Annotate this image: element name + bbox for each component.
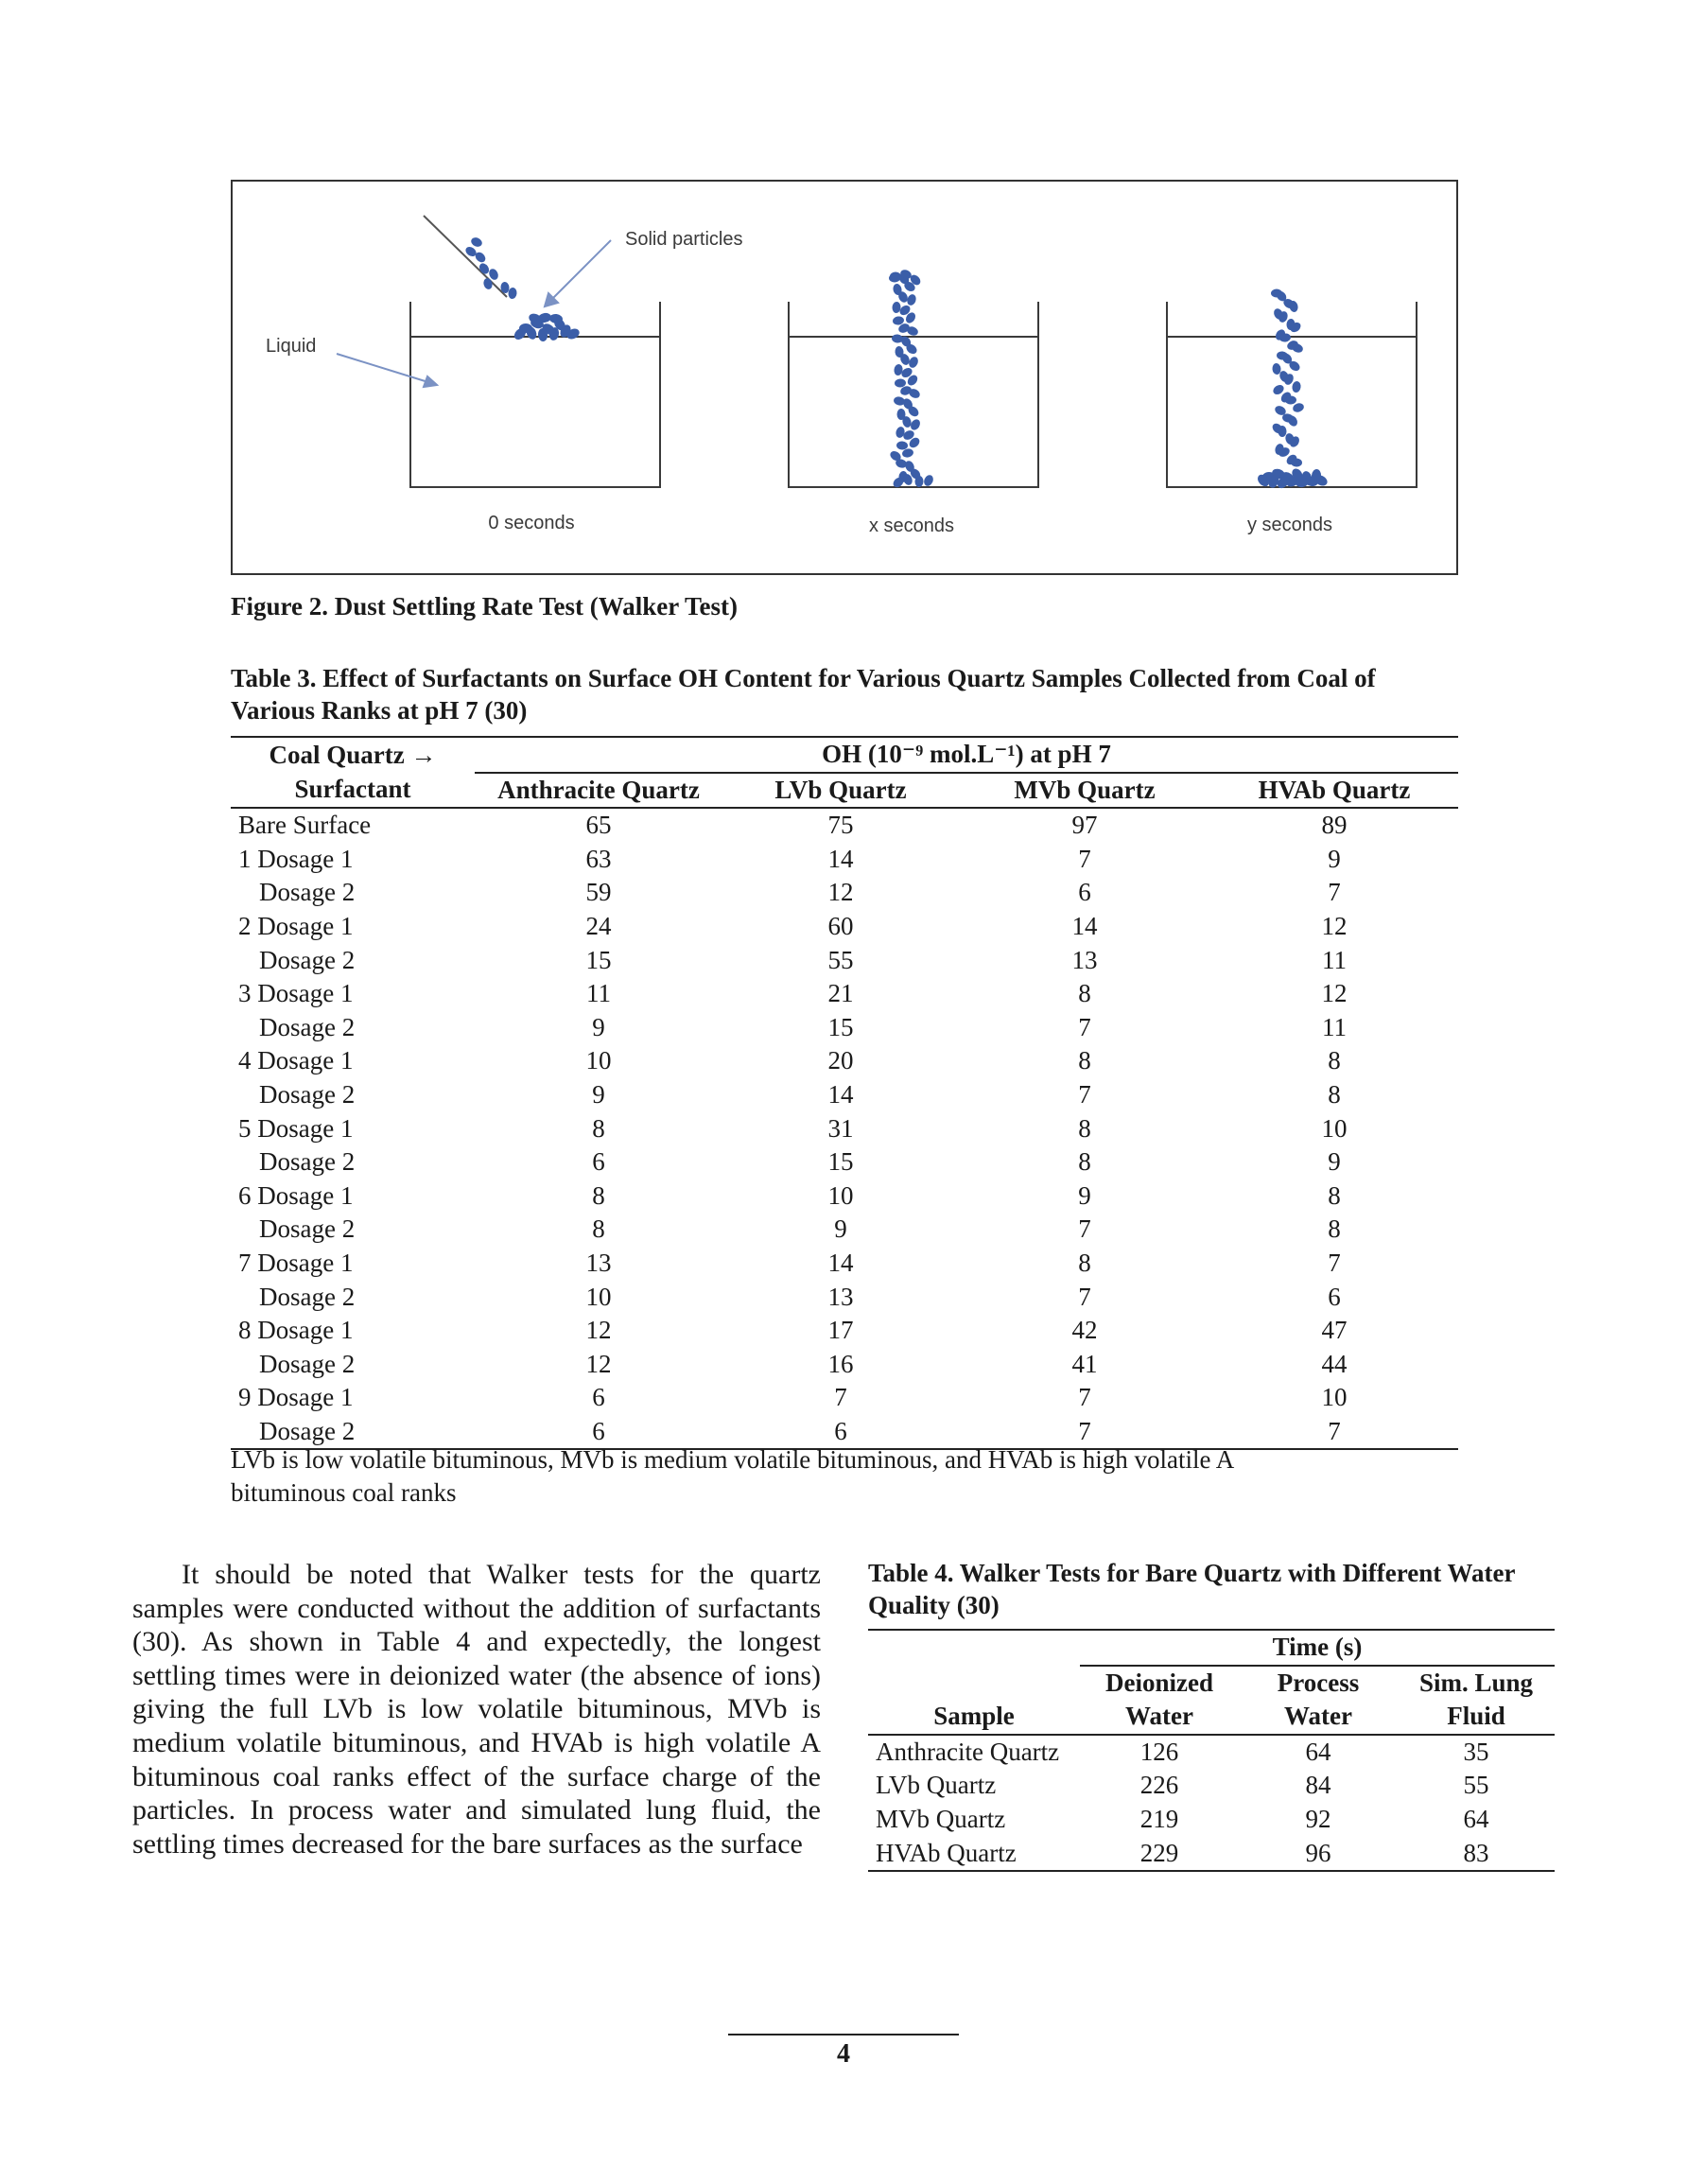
table3-group-header: OH (10⁻⁹ mol.L⁻¹) at pH 7	[475, 737, 1458, 773]
table-cell: 8	[1078, 1113, 1091, 1143]
table-cell: 15	[827, 1147, 854, 1177]
settling-particles-y	[1256, 289, 1330, 491]
row-label: HVAb Quartz	[876, 1838, 1017, 1867]
table-row	[231, 1213, 1458, 1247]
table3-corner-bottom: Surfactant	[231, 773, 475, 809]
table4-sample-header: Sample	[868, 1700, 1080, 1735]
table-cell: 13	[827, 1282, 854, 1311]
row-label: LVb Quartz	[876, 1771, 997, 1800]
table-cell: 10	[1321, 1113, 1348, 1143]
table3-col-header: HVAb Quartz	[1210, 773, 1458, 809]
table3-note: LVb is low volatile bituminous, MVb is medium volatile bituminous, and HVAb is high volatile A bituminous coal ranks	[231, 1445, 1233, 1507]
particle	[1292, 380, 1302, 393]
table-cell: 64	[1305, 1737, 1331, 1766]
table-cell: 13	[1071, 945, 1098, 974]
table-cell: 12	[1321, 911, 1348, 940]
table-row	[231, 1348, 1458, 1382]
label-liquid: Liquid	[266, 336, 317, 357]
particle-pile-surface	[512, 312, 581, 342]
table-cell: 14	[1071, 911, 1098, 940]
table-row	[231, 1314, 1458, 1348]
page-number-rule	[728, 2034, 959, 2035]
figure-walker-test	[231, 180, 1458, 575]
table-row	[231, 1179, 1458, 1214]
table-cell: 8	[1328, 1079, 1341, 1109]
walker-test-diagram	[233, 182, 1456, 573]
table-cell: 8	[1078, 1046, 1091, 1075]
table-cell: 8	[1078, 979, 1091, 1008]
row-label: MVb Quartz	[876, 1804, 1006, 1833]
table-row	[231, 944, 1458, 978]
table-row	[231, 1281, 1458, 1315]
label-x-seconds: x seconds	[868, 515, 955, 536]
table-cell: 7	[1078, 1079, 1091, 1109]
table-row	[231, 843, 1458, 877]
table-cell: 7	[1328, 1248, 1341, 1277]
row-label: Dosage 2	[259, 1079, 356, 1109]
table-cell: 8	[1078, 1248, 1091, 1277]
table-cell: 7	[1078, 1383, 1091, 1412]
row-label: 7 Dosage 1	[238, 1248, 354, 1277]
table-cell: 64	[1463, 1804, 1489, 1833]
table-cell: 8	[592, 1214, 605, 1244]
particle	[478, 262, 491, 276]
label-solid-particles: Solid particles	[625, 229, 743, 250]
liquid-arrow	[337, 354, 437, 387]
figure-caption: Figure 2. Dust Settling Rate Test (Walker Test)	[231, 592, 739, 620]
table-cell: 126	[1139, 1737, 1179, 1766]
table-cell: 55	[827, 945, 854, 974]
table-cell: 83	[1463, 1838, 1489, 1867]
particle	[1272, 363, 1281, 376]
table3-col-header: MVb Quartz	[959, 773, 1210, 809]
table-cell: 97	[1071, 811, 1098, 840]
table-row	[231, 1044, 1458, 1078]
table-row	[231, 1145, 1458, 1179]
table-cell: 96	[1305, 1838, 1331, 1867]
table-cell: 8	[592, 1180, 605, 1210]
table-cell: 10	[585, 1046, 612, 1075]
particle	[906, 293, 917, 306]
table-cell: 6	[592, 1416, 605, 1445]
table-cell: 75	[827, 811, 854, 840]
table-cell: 229	[1139, 1838, 1179, 1867]
row-label: Dosage 2	[259, 1349, 356, 1378]
table-cell: 13	[585, 1248, 612, 1277]
table-cell: 6	[834, 1416, 847, 1445]
table-cell: 15	[585, 945, 612, 974]
table3-surface-oh	[231, 736, 1458, 1450]
table-cell: 65	[585, 811, 612, 840]
row-label: 5 Dosage 1	[238, 1113, 354, 1143]
particle	[470, 236, 484, 248]
table-cell: 11	[1322, 945, 1347, 974]
table-cell: 12	[827, 878, 854, 907]
table3-col-header: Anthracite Quartz	[475, 773, 722, 809]
table-cell: 15	[827, 1012, 854, 1041]
table-cell: 7	[834, 1383, 847, 1412]
row-label: Anthracite Quartz	[876, 1737, 1060, 1766]
row-label: 2 Dosage 1	[238, 911, 354, 940]
table-cell: 63	[585, 844, 612, 873]
table-cell: 84	[1305, 1771, 1331, 1800]
row-label: 9 Dosage 1	[238, 1383, 354, 1412]
table-cell: 7	[1328, 1416, 1341, 1445]
table-cell: 10	[585, 1282, 612, 1311]
table-row	[868, 1769, 1555, 1803]
table-cell: 12	[585, 1349, 612, 1378]
table4-col-header-line2: Water	[1080, 1700, 1239, 1735]
table-cell: 14	[827, 1079, 854, 1109]
page-number: 4	[837, 2039, 850, 2069]
falling-particles	[464, 236, 518, 299]
table-row	[868, 1837, 1555, 1872]
table-row	[231, 1247, 1458, 1281]
row-label: Dosage 2	[259, 878, 356, 907]
row-label: 4 Dosage 1	[238, 1046, 354, 1075]
table-cell: 59	[585, 878, 612, 907]
table3-corner-top: Coal Quartz →	[269, 740, 437, 769]
table-row	[231, 1381, 1458, 1415]
row-label: Dosage 2	[259, 1282, 356, 1311]
label-y-seconds: y seconds	[1246, 515, 1333, 535]
particle	[508, 288, 517, 300]
table-cell: 41	[1071, 1349, 1098, 1378]
table-cell: 89	[1321, 811, 1348, 840]
row-label: Dosage 2	[259, 1214, 356, 1244]
table3-caption: Table 3. Effect of Surfactants on Surface OH Content for Various Quartz Samples Collected from Coal of Various Ranks at pH 7 (30)	[231, 664, 1376, 725]
table-cell: 6	[1328, 1282, 1341, 1311]
row-label: 3 Dosage 1	[238, 979, 354, 1008]
body-paragraph	[132, 1558, 821, 1861]
table4-col-header-line2: Water	[1239, 1700, 1398, 1735]
particle	[482, 277, 494, 290]
row-label: Dosage 2	[259, 1012, 356, 1041]
table-row	[231, 1011, 1458, 1045]
table-cell: 6	[592, 1383, 605, 1412]
table-cell: 7	[1078, 1012, 1091, 1041]
table4-col-header-line1: Process	[1277, 1668, 1360, 1697]
pour-line	[424, 216, 507, 297]
table-cell: 10	[827, 1180, 854, 1210]
table-cell: 60	[827, 911, 854, 940]
table-cell: 17	[827, 1316, 854, 1345]
body-paragraph-text: It should be noted that Walker tests for the quartz samples were conducted without the addition of surfactants (30). As shown in Table 4 and expectedly, the longest settling times were in deionized water (the absence of ions) giving the full LVb is low volatile bituminous, MVb is medium volatile bituminous, and HVAb is high volatile A bituminous coal ranks effect of the surface charge of the particles. In process water and simulated lung fluid, the settling times decreased for the bare surfaces as the surface	[132, 1559, 821, 1860]
table-cell: 11	[1322, 1012, 1347, 1041]
table-cell: 92	[1305, 1804, 1331, 1833]
table-cell: 9	[592, 1079, 605, 1109]
table-cell: 9	[1328, 844, 1341, 873]
table-cell: 8	[1328, 1180, 1341, 1210]
table-cell: 12	[1321, 979, 1348, 1008]
table-cell: 9	[592, 1012, 605, 1041]
table4-caption: Table 4. Walker Tests for Bare Quartz with Different Water Quality (30)	[868, 1559, 1515, 1619]
table-cell: 8	[1078, 1147, 1091, 1177]
table-cell: 14	[827, 844, 854, 873]
table-cell: 8	[1328, 1214, 1341, 1244]
table-cell: 7	[1078, 1416, 1091, 1445]
table-cell: 219	[1139, 1804, 1179, 1833]
table4-col-header-line2: Fluid	[1398, 1700, 1555, 1735]
row-label: Dosage 2	[259, 945, 356, 974]
table-row	[231, 876, 1458, 910]
table3-col-header: LVb Quartz	[722, 773, 959, 809]
table-cell: 8	[1328, 1046, 1341, 1075]
table-cell: 24	[585, 911, 612, 940]
table-cell: 12	[585, 1316, 612, 1345]
table-row	[231, 808, 1458, 843]
row-label: 8 Dosage 1	[238, 1316, 354, 1345]
table4-col-header-line1: Sim. Lung	[1418, 1668, 1534, 1697]
table-row	[231, 1078, 1458, 1112]
table-row	[231, 910, 1458, 944]
table-cell: 44	[1321, 1349, 1348, 1378]
table-cell: 47	[1321, 1316, 1348, 1345]
particle	[895, 378, 906, 388]
table-cell: 11	[586, 979, 611, 1008]
row-label: Dosage 2	[259, 1416, 356, 1445]
table-cell: 7	[1078, 844, 1091, 873]
table-cell: 21	[827, 979, 854, 1008]
table-cell: 16	[827, 1349, 854, 1378]
table-cell: 14	[827, 1248, 854, 1277]
table-cell: 9	[1328, 1147, 1341, 1177]
table4-col-header-line1: Deionized	[1105, 1668, 1213, 1697]
particle	[1278, 426, 1287, 437]
table-cell: 9	[834, 1214, 847, 1244]
label-0-seconds: 0 seconds	[488, 513, 575, 533]
particle	[892, 302, 901, 313]
solid-particles-arrow	[545, 240, 611, 306]
table4-group-header: Time (s)	[1080, 1630, 1555, 1666]
table-cell: 9	[1078, 1180, 1091, 1210]
particle	[896, 441, 908, 450]
tank-0-seconds	[410, 302, 660, 487]
table-row	[868, 1735, 1555, 1770]
particle	[907, 356, 919, 370]
table-cell: 35	[1463, 1737, 1489, 1766]
table4-walker-tests	[868, 1629, 1555, 1872]
table-cell: 7	[1078, 1282, 1091, 1311]
particle	[889, 274, 900, 283]
table-cell: 7	[1328, 878, 1341, 907]
table-cell: 6	[1078, 878, 1091, 907]
table-row	[231, 977, 1458, 1011]
table-row	[868, 1803, 1555, 1837]
row-label: 1 Dosage 1	[238, 844, 354, 873]
row-label: Bare Surface	[238, 811, 372, 840]
table-cell: 42	[1071, 1316, 1098, 1345]
table-cell: 20	[827, 1046, 854, 1075]
table-cell: 226	[1139, 1771, 1179, 1800]
table-cell: 8	[592, 1113, 605, 1143]
row-label: Dosage 2	[259, 1147, 356, 1177]
table-cell: 6	[592, 1147, 605, 1177]
table-cell: 31	[827, 1113, 854, 1143]
particle	[922, 474, 934, 488]
row-label: 6 Dosage 1	[238, 1180, 354, 1210]
table-row	[231, 1112, 1458, 1146]
table-cell: 55	[1463, 1771, 1489, 1800]
table-cell: 7	[1078, 1214, 1091, 1244]
settling-particles-x	[889, 269, 935, 490]
table-cell: 10	[1321, 1383, 1348, 1412]
